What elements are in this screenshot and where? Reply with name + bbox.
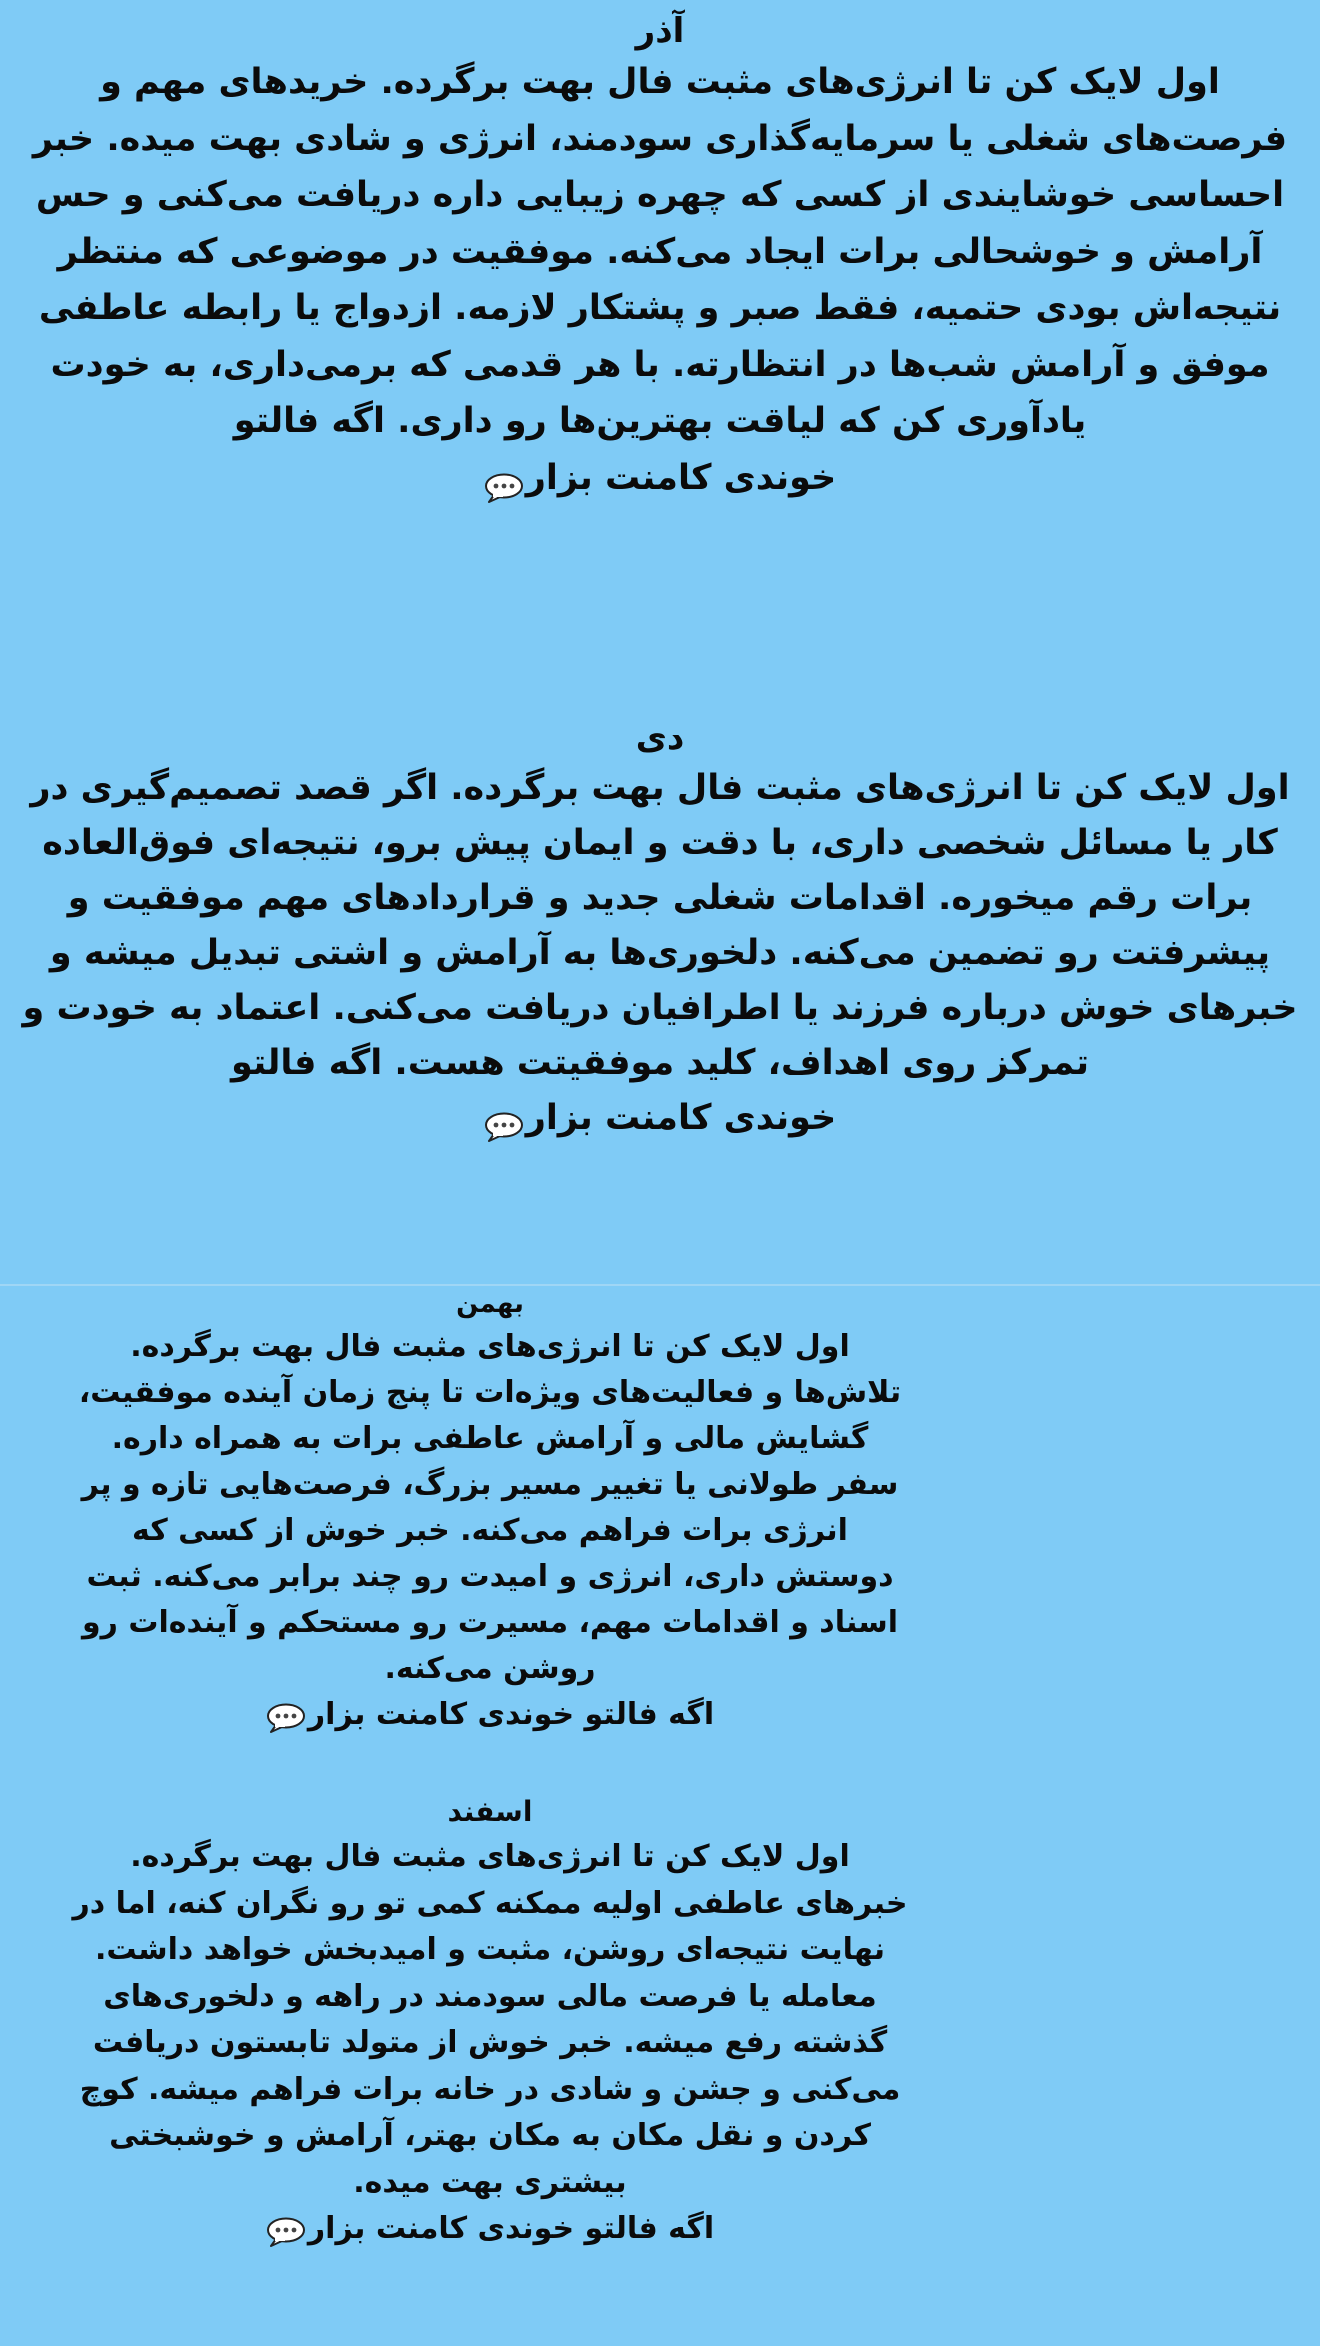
comment-prompt: خوندی کامنت بزار — [525, 1098, 837, 1138]
speech-bubble-icon — [266, 2215, 306, 2245]
section-text: اول لایک کن تا انرژی‌های مثبت فال بهت برگرده. اگر قصد تصمیم‌گیری در کار یا مسائل شخصی داری، با دقت و ایمان پیش برو، نتیجه‌ای فوق‌العاده برات رقم میخوره. اقدامات شغلی جدید و قراردادهای مهم موفقیت و پیشرفتت رو تضمین می‌کنه. دلخوری‌ها به آرامش و اشتی تبدیل میشه و خبرهای خوش درباره فرزند یا اطرافیان دریافت می‌کنی. اعتماد به خودت و تمرکز روی اهداف، کلید موفقیتت هست. اگه فالتو — [22, 768, 1298, 1083]
section-esfand — [70, 1790, 910, 2253]
section-text: اول لایک کن تا انرژی‌های مثبت فال بهت برگرده. خبرهای عاطفی اولیه ممکنه کمی تو رو نگران کنه، اما در نهایت نتیجه‌ای روشن، مثبت و امیدبخش خواهد داشت. معامله یا فرصت مالی سودمند در راهه و دلخوری‌های گذشته رفع میشه. خبر خوش از متولد تابستون دریافت می‌کنی و جشن و شادی در خانه برات فراهم میشه. کوچ کردن و نقل مکان به مکان بهتر، آرامش و خوشبختی بیشتری بهت میده. — [72, 1839, 908, 2200]
section-text: اول لایک کن تا انرژی‌های مثبت فال بهت برگرده. تلاش‌ها و فعالیت‌های ویژه‌ات تا پنج زمان آینده موفقیت، گشایش مالی و آرامش عاطفی برات به همراه داره. سفر طولانی یا تغییر مسیر بزرگ، فرصت‌هایی تازه و پر انرژی برات فراهم می‌کنه. خبر خوش از کسی که دوستش داری، انرژی و امیدت رو چند برابر می‌کنه. ثبت اسناد و اقدامات مهم، مسیرت رو مستحکم و آینده‌ات رو روشن می‌کنه. — [78, 1329, 902, 1686]
section-dey — [0, 715, 1320, 1146]
section-text: اول لایک کن تا انرژی‌های مثبت فال بهت برگرده. خریدهای مهم و فرصت‌های شغلی یا سرمایه‌گذاری سودمند، انرژی و شادی بهت میده. خبر احساسی خوشایندی از کسی که چهره زیبایی داره دریافت می‌کنی و حس آرامش و خوشحالی برات ایجاد می‌کنه. موفقیت در موضوعی که منتظر نتیجه‌اش بودی حتمیه، فقط صبر و پشتکار لازمه. ازدواج یا رابطه عاطفی موفق و آرامش شب‌ها در انتظارته. با هر قدمی که برمی‌داری، به خودت یادآوری کن که لیاقت بهترین‌ها رو داری. اگه فالتو — [32, 62, 1288, 441]
section-azar — [0, 8, 1320, 506]
comment-prompt: اگه فالتو خوندی کامنت بزار — [307, 1697, 715, 1732]
speech-bubble-icon — [484, 464, 524, 494]
speech-bubble-icon — [484, 1104, 524, 1134]
section-bahman — [75, 1284, 905, 1738]
section-body — [70, 1834, 910, 2253]
section-body — [8, 54, 1312, 506]
section-title: آذر — [635, 11, 685, 51]
comment-prompt: خوندی کامنت بزار — [525, 457, 837, 498]
section-body — [75, 1324, 905, 1738]
section-title: دی — [635, 718, 685, 758]
comment-prompt: اگه فالتو خوندی کامنت بزار — [307, 2211, 715, 2246]
section-title: بهمن — [456, 1289, 524, 1319]
section-title: اسفند — [447, 1795, 533, 1828]
speech-bubble-icon — [266, 1701, 306, 1731]
section-body — [8, 761, 1312, 1146]
